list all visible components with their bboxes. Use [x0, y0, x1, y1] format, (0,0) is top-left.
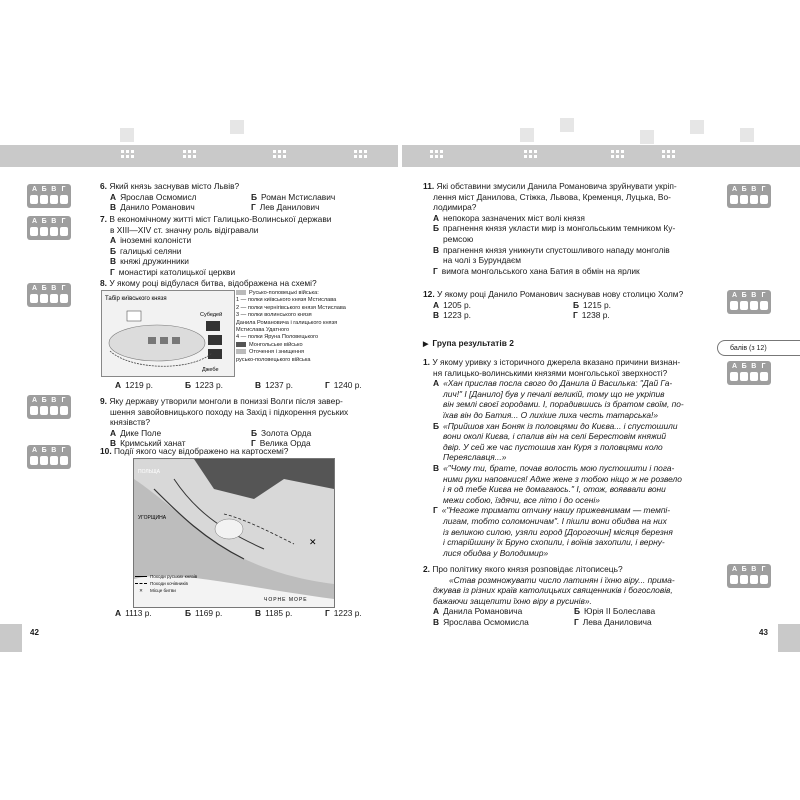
header-decoration [740, 128, 754, 142]
answer-cell[interactable] [740, 301, 748, 310]
score-label: балів (з 12) [717, 340, 800, 356]
question-group2-2: 2. Про політику якого князя розповідає літописець? «Став розмножувати число латинян і їхню віру... прима- джував із різних країв католицьких священників і богословів, бажаючи защепити їхню віру в русинів». А Данила Романовича Б Юрія II Болеслава В Ярослава Осмомисла Г Лева Даниловича [423, 564, 675, 627]
answer-cell[interactable] [40, 227, 48, 236]
answer-cell[interactable] [760, 301, 768, 310]
question-group2-1: 1. У якому уривку з історичного джерела вказано причини визнан- ня галицько-волинськими князями монгольської зверхності? А «Хан прислав посла свого до Данила й Василька: "Дай Га- лич!" І [Данило] був у печалі великій, тому що не укріпив він землі своєї городами. І, порадившись із братом своїм, по- їхав він до Батия... О лихіше лиха честь татарська!» Б «Прийшов хан Боняк із половцями до Києва... і спустошили вони околі Києва, і спалив він на селі Берестовім княжий двір. У сей же час пустошив хан Куря з половцями коло Переяславця...» В «"Чому ти, брате, почав волость мою пустошити і пога- ними руки наповнися! Адже жене з тобою ніщо ж не розвело і я од тебе Києва не домагаюсь." І, отож, вояввали вони межи собою, їздячи, все літо і до осені» Г «"Негоже тримати отчину нашу прижевнимам — темпі- лигам, тобто соломоничам". І пішли вони обидва на них із великою силою, узяли город [Дорогочин] місяця березня і старійшину їх Бруно схопили, і воїнів захопили, і верну- лися обидва у Володимир» [423, 357, 684, 558]
answer-cell[interactable] [40, 406, 48, 415]
battle-scheme [101, 290, 235, 377]
battle-scheme-graphic [102, 291, 234, 376]
answer-cell[interactable] [750, 575, 758, 584]
scheme-legend: Русько-половецькі війська: 1 — полки київського князя Мстислава 2 — полки чернігівського князя Мстислава 3 — полки волинського князя Данила Романовича і галицького князя Мстислава Удатного 4 — полки Яруна Половецького Монгольське військо Оточення і знищення русько-половецького війська [236, 290, 346, 363]
page-number-left: 42 [30, 628, 39, 637]
answer-cell[interactable] [50, 294, 58, 303]
question-11: 11. Які обставини змусили Данила Романовича зруйнувати укріп- лення міст Данилова, Стіжка, Львова, Кременця, Луцька, Во- лодимира? А непокора зазначених міст волі князя Б прагнення князя укласти мир із монгольським темником Ку- ремсою В прагнення князя уникнути спустошливого нападу монголів на чолі з Бурундаєм Г вимога монгольського хана Батия в обмін на ярлик [423, 181, 677, 276]
answer-box[interactable]: А Б В Г [27, 445, 71, 469]
question-10: 10. Події якого часу відображено на картосхемі? [100, 446, 289, 456]
header-decoration [640, 130, 654, 144]
header-squares [121, 150, 134, 158]
answer-cell[interactable] [60, 227, 68, 236]
header-decoration [560, 118, 574, 132]
header-decoration [690, 120, 704, 134]
answer-cell[interactable] [740, 575, 748, 584]
page-gutter [398, 145, 402, 167]
group-title: ▶ Група результатів 2 [423, 338, 514, 348]
answer-box[interactable]: А Б В Г [727, 290, 771, 314]
header-squares [611, 150, 624, 158]
map-label: УГОРЩИНА [138, 515, 167, 521]
answer-cell[interactable] [750, 301, 758, 310]
header-decoration [230, 120, 244, 134]
scheme-title: Табір київського князя [105, 296, 167, 302]
map-label: ПОЛЬЩА [138, 469, 161, 475]
page-tab-right [778, 624, 800, 652]
answer-cell[interactable] [40, 195, 48, 204]
header-squares [430, 150, 443, 158]
answer-cell[interactable] [40, 294, 48, 303]
answer-cell[interactable] [60, 456, 68, 465]
svg-text:✕: ✕ [309, 537, 317, 547]
answer-box[interactable]: А Б В Г [727, 361, 771, 385]
question-8-options: А 1219 р. Б 1223 р. В 1237 р. Г 1240 р. [115, 380, 362, 390]
answer-cell[interactable] [730, 372, 738, 381]
answer-cell[interactable] [750, 195, 758, 204]
answer-box[interactable]: А Б В Г [727, 564, 771, 588]
answer-box[interactable]: А Б В Г [27, 395, 71, 419]
scheme-label: Субедей [200, 312, 223, 318]
answer-cell[interactable] [50, 227, 58, 236]
answer-box[interactable]: А Б В Г [27, 216, 71, 240]
answer-cell[interactable] [50, 195, 58, 204]
header-squares [183, 150, 196, 158]
header-squares [662, 150, 675, 158]
answer-cell[interactable] [50, 456, 58, 465]
header-decoration [120, 128, 134, 142]
answer-cell[interactable] [760, 575, 768, 584]
answer-box[interactable]: А Б В Г [727, 184, 771, 208]
answer-cell[interactable] [740, 372, 748, 381]
answer-cell[interactable] [50, 406, 58, 415]
answer-cell[interactable] [730, 195, 738, 204]
answer-cell[interactable] [740, 195, 748, 204]
page-tab-left [0, 624, 22, 652]
header-squares [354, 150, 367, 158]
answer-cell[interactable] [30, 195, 38, 204]
question-12: 12. У якому році Данило Романович заснував нову столицю Холм? А 1205 р. Б 1215 р. В 1223 р. Г 1238 р. [423, 289, 684, 321]
scheme-label: Джебе [202, 367, 219, 373]
answer-cell[interactable] [760, 372, 768, 381]
answer-box[interactable]: А Б В Г [27, 283, 71, 307]
question-6: 6. Який князь заснував місто Львів? А Ярослав Осмомисл Б Роман Мстиславич В Данило Романович Г Лев Данилович [100, 181, 336, 213]
answer-cell[interactable] [760, 195, 768, 204]
answer-cell[interactable] [750, 372, 758, 381]
answer-cell[interactable] [30, 456, 38, 465]
answer-cell[interactable] [30, 227, 38, 236]
answer-cell[interactable] [60, 294, 68, 303]
question-7: 7. В економічному житті міст Галицько-Волинської держави в XIII—XIV ст. значну роль відігравали А іноземні колоністи Б галицькі селяни В княжі дружинники Г монастирі католицької церкви [100, 214, 332, 277]
answer-cell[interactable] [730, 575, 738, 584]
page-number-right: 43 [759, 628, 768, 637]
header-squares [524, 150, 537, 158]
answer-cell[interactable] [30, 294, 38, 303]
answer-cell[interactable] [60, 406, 68, 415]
answer-cell[interactable] [730, 301, 738, 310]
answer-cell[interactable] [60, 195, 68, 204]
header-squares [273, 150, 286, 158]
question-10-options: А 1113 р. Б 1169 р. В 1185 р. Г 1223 р. [115, 608, 362, 618]
header-decoration [520, 128, 534, 142]
question-9: 9. Яку державу утворили монголи в пониззі Волги після завер- шення завойовницького походу на Захід і підкорення руських князівств? А Дике Поле Б Золота Орда В Кримський ханат Г Велика Орда [100, 396, 349, 449]
question-8: 8. У якому році відбулася битва, відображена на схемі? [100, 278, 317, 288]
map-legend: Походи руських князів Походи кочівників ✕ Місце битви [135, 573, 197, 594]
answer-cell[interactable] [40, 456, 48, 465]
answer-cell[interactable] [30, 406, 38, 415]
map-label: ЧОРНЕ МОРЕ [264, 597, 308, 603]
answer-box[interactable]: А Б В Г [27, 184, 71, 208]
